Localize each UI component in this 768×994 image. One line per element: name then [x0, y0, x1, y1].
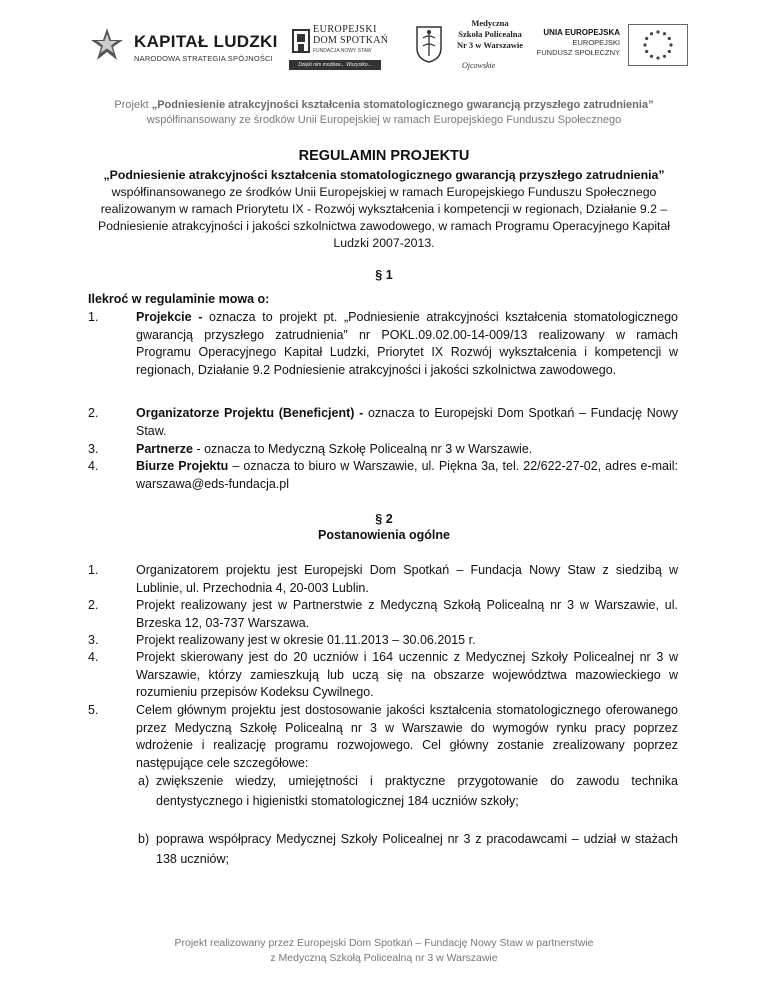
subitem-label: a): [138, 774, 150, 788]
item-text: oznacza to projekt pt. „Podniesienie atrakcyjności kształcenia stomatologicznego gwarancją przyszłego zatrudnienia” nr POKL.09.02.00-14-009/13 realizowany w ramach Programu Operacyjnego Kapitał Ludzki, Priorytet IX Rozwój wykształcenia i kompetencji w regionach, Działanie 9.2 Podniesienie atrakcyjności i jakości szkolnictwa zawodowego.: [136, 310, 678, 377]
goal-subitem: [138, 771, 678, 811]
kapital-title: KAPITAŁ LUDZKI: [134, 32, 278, 51]
item-term: Partnerze: [136, 442, 193, 456]
header-line2: współfinansowany ze środków Unii Europejskiej w ramach Europejskiego Funduszu Społecznego: [146, 114, 622, 126]
eu-flag-icon: [628, 24, 688, 66]
header-line1: [0, 98, 768, 113]
subitem-label: b): [138, 832, 150, 846]
item-text: Organizatorem projektu jest Europejski Dom Spotkań – Fundacja Nowy Staw z siedzibą w Lublinie, ul. Przechodnia 4, 20-003 Lublin.: [136, 563, 678, 595]
provision-item: [88, 562, 678, 597]
eds-line1: EUROPEJSKI: [313, 24, 377, 35]
item-number: 4.: [88, 459, 99, 473]
item-text: Projekt skierowany jest do 20 uczniów i 164 uczennic z Medycznej Szkoły Policealnej nr 3 w Warszawie, którzy zamieszkują lub uczą się na obszarze województwa mazowieckiego w rozumieniu przepisów Kodeksu Cywilnego.: [136, 650, 678, 699]
star-icon: [90, 26, 124, 66]
page-footer: [0, 936, 768, 966]
provision-item: [88, 597, 678, 632]
footer-line1: Projekt realizowany przez Europejski Dom Spotkań – Fundację Nowy Staw w partnerstwie: [174, 937, 594, 949]
eu-text: [534, 28, 620, 58]
school-line1: Medyczna: [471, 18, 509, 28]
item-term: Biurze Projektu: [136, 459, 229, 473]
eds-line2: DOM SPOTKAŃ: [313, 35, 389, 46]
provision-item: [88, 702, 678, 772]
section1-mark: § 1: [375, 268, 393, 282]
item-text: Projekt realizowany jest w okresie 01.11.2013 – 30.06.2015 r.: [136, 633, 476, 647]
item-number: 3.: [88, 633, 99, 647]
eds-strip: Dzięki nim możliwe... Wszystko...: [289, 60, 381, 70]
logo-bar: [82, 14, 692, 86]
section2-heading: Postanowienia ogólne: [318, 528, 450, 542]
header-prefix: Projekt: [114, 99, 152, 111]
eu-logo: [534, 24, 694, 80]
item-term: Organizatorze Projektu (Beneficjent) -: [136, 406, 364, 420]
footer-line2: z Medyczną Szkołą Policealną nr 3 w Warszawie: [270, 952, 498, 964]
intro-project-title: „Podniesienie atrakcyjności kształcenia stomatologicznego gwarancją przyszłego zatrudnienia”: [103, 168, 665, 182]
item-text: – oznacza to biuro w Warszawie, ul. Piękna 3a, tel. 22/622-27-02, adres e-mail: warszawa@eds-fundacja.pl: [136, 459, 679, 491]
eds-logo: [289, 20, 389, 80]
item-text: - oznacza to Medyczną Szkołę Policealną nr 3 w Warszawie.: [192, 442, 533, 456]
section2-mark: § 2: [375, 512, 393, 526]
eds-line3: FUNDACJA NOWY STAW: [313, 48, 372, 54]
school-line2: Szkoła Policealna: [458, 29, 522, 39]
kapital-subtitle: NARODOWA STRATEGIA SPÓJNOŚCI: [134, 54, 273, 63]
provision-item: [88, 649, 678, 702]
intro-text: współfinansowanego ze środków Unii Europejskiej w ramach Europejskiego Funduszu Społecznego realizowanym w ramach Priorytetu IX - Rozwój wykształcenia i kompetencji w regionach, Działanie 9.2 – Podniesienie atrakcyjności i jakości szkolnictwa zawodowego, w ramach Programu Operacyjnego Kapitał Ludzki 2007-2013.: [97, 185, 671, 250]
school-logo: [412, 16, 532, 86]
school-line3: Nr 3 w Warszawie: [456, 40, 524, 50]
goal-subitem: [138, 829, 678, 869]
definition-item: [88, 441, 678, 459]
intro-paragraph: [80, 167, 688, 252]
eu-line3: FUNDUSZ SPOŁECZNY: [536, 48, 620, 57]
item-text: Projekt realizowany jest w Partnerstwie z Medyczną Szkołą Policealną nr 3 w Warszawie, ul. Brzeska 12, 03-737 Warszawa.: [136, 598, 678, 630]
item-number: 4.: [88, 650, 99, 664]
provision-item: [88, 632, 678, 650]
header-project-title: „Podniesienie atrakcyjności kształcenia stomatologicznego gwarancją przyszłego zatrudnienia”: [151, 99, 654, 111]
school-signature: Ojcowskie: [462, 61, 496, 70]
item-number: 2.: [88, 598, 99, 612]
item-text: oznacza to Europejski Dom Spotkań – Fundację Nowy Staw.: [136, 406, 678, 438]
eu-line1: UNIA EUROPEJSKA: [543, 28, 620, 37]
crest-icon: [414, 24, 444, 64]
definition-item: [88, 309, 678, 379]
item-number: 1.: [88, 563, 99, 577]
item-number: 3.: [88, 442, 99, 456]
item-number: 1.: [88, 310, 99, 324]
subitem-text: poprawa współpracy Medycznej Szkoły Policealnej nr 3 z pracodawcami – udział w stażach 138 uczniów;: [156, 832, 678, 866]
document-title: REGULAMIN PROJEKTU: [298, 148, 470, 164]
kapital-ludzki-logo: [82, 22, 278, 78]
page-header: [0, 98, 768, 128]
item-number: 2.: [88, 406, 99, 420]
item-text: Celem głównym projektu jest dostosowanie jakości kształcenia stomatologicznego oferowanego przez Medyczną Szkołę Policealną nr 3 w Warszawie do wymogów rynku pracy poprzez wdrożenie i realizację programu rozwojowego. Cel główny zostanie zrealizowany poprzez następujące cele szczegółowe:: [136, 703, 678, 770]
item-term: Projekcie -: [136, 310, 203, 324]
section1-lead: Ilekroć w regulaminie mowa o:: [88, 292, 270, 306]
item-number: 5.: [88, 703, 99, 717]
definition-item: [88, 458, 678, 493]
school-name: [448, 18, 532, 51]
eu-line2: EUROPEJSKI: [572, 38, 620, 47]
definition-item: [88, 405, 678, 440]
subitem-text: zwiększenie wiedzy, umiejętności i praktyczne przygotowanie do zawodu technika dentystycznego i higienistki stomatologicznej 184 uczniów szkoły;: [156, 774, 678, 808]
building-icon: [291, 26, 311, 54]
